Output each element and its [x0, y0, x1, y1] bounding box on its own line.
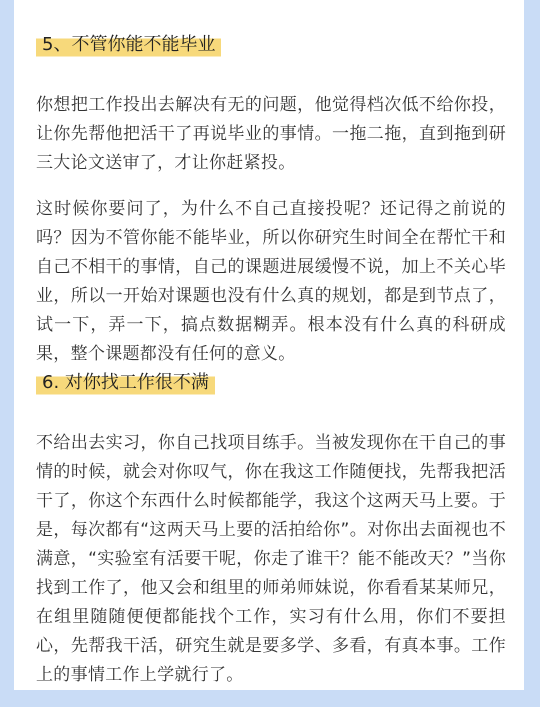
section-heading: 5、不管你能不能毕业 [36, 30, 221, 60]
body-paragraph: 不给出去实习，你自己找项目练手。当被发现你在干自己的事情的时候，就会对你叹气，你在我这工作随便找，先帮我把活干了，你这个东西什么时候都能学，我这个这两天马上要。于是，每次都有“这两天马上要的活拍给你”。对你出去面视也不满意，“实验室有活要干呢，你走了谁干？能不能改天？”当你找到工作了，他又会和组里的师弟师妹说，你看看某某师兄，在组里随随便便都能找个工作，实习有什么用，你们不要担心，先帮我干活，研究生就是要多学、多看，有真本事。工作上的事情工作上学就行了。 [36, 433, 506, 685]
section-body [36, 91, 506, 369]
section-job-search [36, 368, 506, 707]
body-paragraph: 你想把工作投出去解决有无的问题，他觉得档次低不给你投，让你先帮他把活干了再说毕业的事情。一拖二拖，直到拖到研三大论文送审了，才让你赶紧投。 [36, 95, 506, 173]
section-heading: 6. 对你找工作很不满 [36, 368, 215, 398]
section-graduation [36, 30, 506, 386]
document-page [14, 0, 524, 690]
section-body [36, 429, 506, 690]
body-paragraph: 这时候你要问了，为什么不自己直接投呢？还记得之前说的吗？因为不管你能不能毕业，所以你研究生时间全在帮忙干和自己不相干的事情，自己的课题进展缓慢不说，加上不关心毕业，所以一开始对课题也没有什么真的规划，都是到节点了，试一下，弄一下，搞点数据糊弄。根本没有什么真的科研成果，整个课题都没有任何的意义。 [36, 199, 506, 364]
